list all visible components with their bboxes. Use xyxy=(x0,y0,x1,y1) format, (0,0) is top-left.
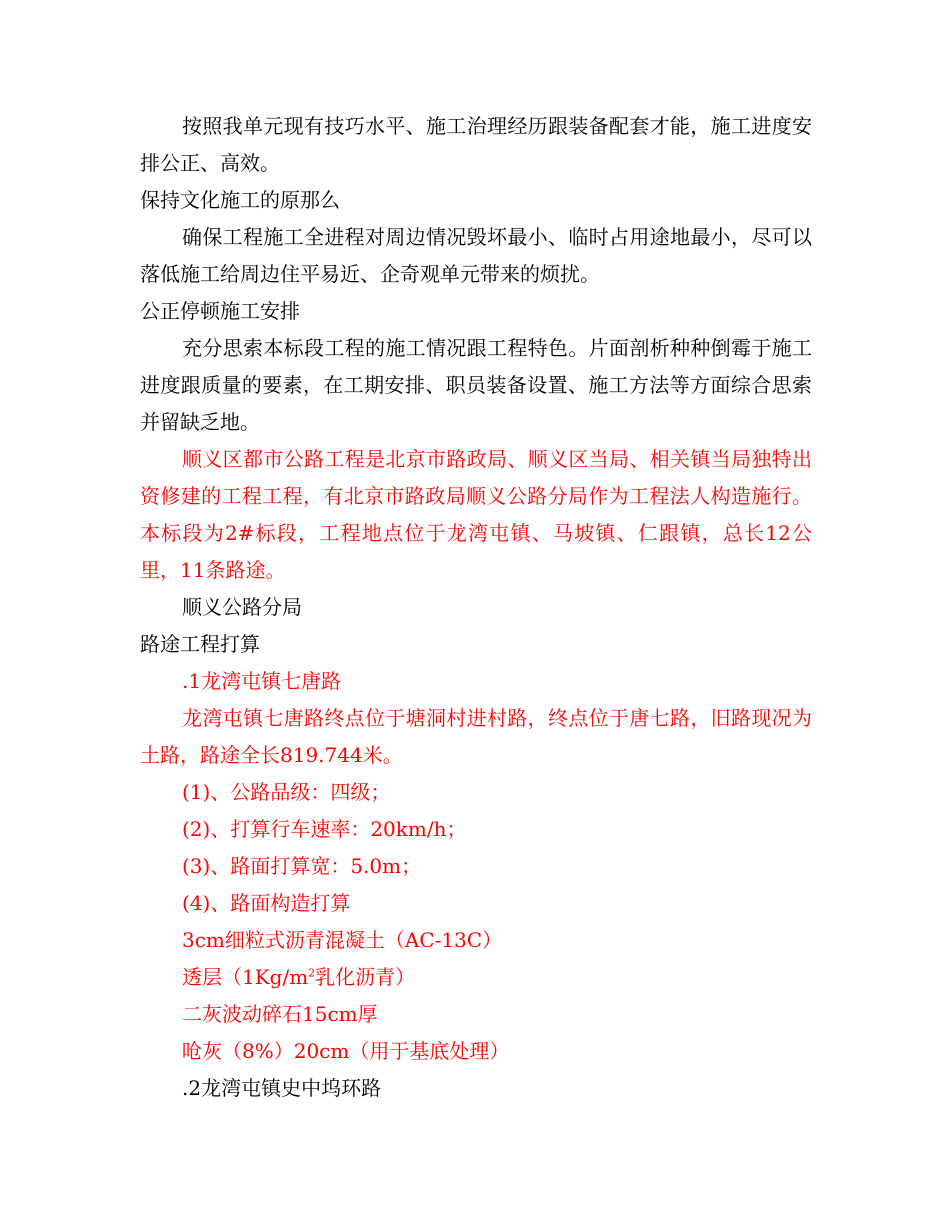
prime-coat-text-b: 乳化沥青） xyxy=(315,965,416,989)
document-body xyxy=(140,108,812,1107)
layer-gravel: 二灰波动碎石15cm厚 xyxy=(182,1002,378,1026)
paragraph-schedule: 按照我单元现有技巧水平、施工治理经历跟装备配套才能，施工进度安排公正、高效。 xyxy=(140,114,812,175)
paragraph-project-overview: 顺义区都市公路工程是北京市路政局、顺义区当局、相关镇当局独特出资修建的工程工程，有北京市路政局顺义公路分局作为工程法人构造施行。本标段为2#标段，工程地点位于龙湾屯镇、马坡镇、仁跟镇，总长12公里，11条路途。 xyxy=(140,447,812,582)
paragraph-qitang-road: 龙湾屯镇七唐路终点位于塘洞村进村路，终点位于唐七路，旧路现况为土路，路途全长819.744米。 xyxy=(140,706,812,767)
section-1-title: .1龙湾屯镇七唐路 xyxy=(182,669,342,693)
list-item-design-speed: (2)、打算行车速率：20km/h； xyxy=(182,817,467,841)
heading-civilized-construction: 保持文化施工的原那么 xyxy=(140,188,340,212)
prime-coat-text-a: 透层（1Kg/m xyxy=(182,965,309,989)
paragraph-road-bureau: 顺义公路分局 xyxy=(182,595,302,619)
heading-reasonable-arrangement: 公正停顿施工安排 xyxy=(140,299,300,323)
heading-road-design: 路途工程打算 xyxy=(140,632,260,656)
list-item-road-width: (3)、路面打算宽：5.0m； xyxy=(182,854,422,878)
layer-lime-soil: 呛灰（8%）20cm（用于基底处理） xyxy=(182,1039,510,1063)
prime-coat-superscript: 2 xyxy=(308,966,316,980)
paragraph-minimize-impact: 确保工程施工全进程对周边情况毁坏最小、临时占用途地最小，尽可以落低施工给周边住平易近、企奇观单元带来的烦扰。 xyxy=(140,225,812,286)
list-item-pavement-structure: (4)、路面构造打算 xyxy=(182,891,351,915)
paragraph-comprehensive-consideration: 充分思索本标段工程的施工情况跟工程特色。片面剖析种种倒霉于施工进度跟质量的要素，在工期安排、职员装备设置、施工方法等方面综合思索并留缺乏地。 xyxy=(140,336,812,434)
layer-prime-coat xyxy=(140,959,812,996)
layer-asphalt-concrete: 3cm细粒式沥青混凝土（AC-13C） xyxy=(182,928,503,952)
section-2-title: .2龙湾屯镇史中坞环路 xyxy=(182,1076,382,1100)
list-item-road-grade: (1)、公路品级：四级； xyxy=(182,780,391,804)
